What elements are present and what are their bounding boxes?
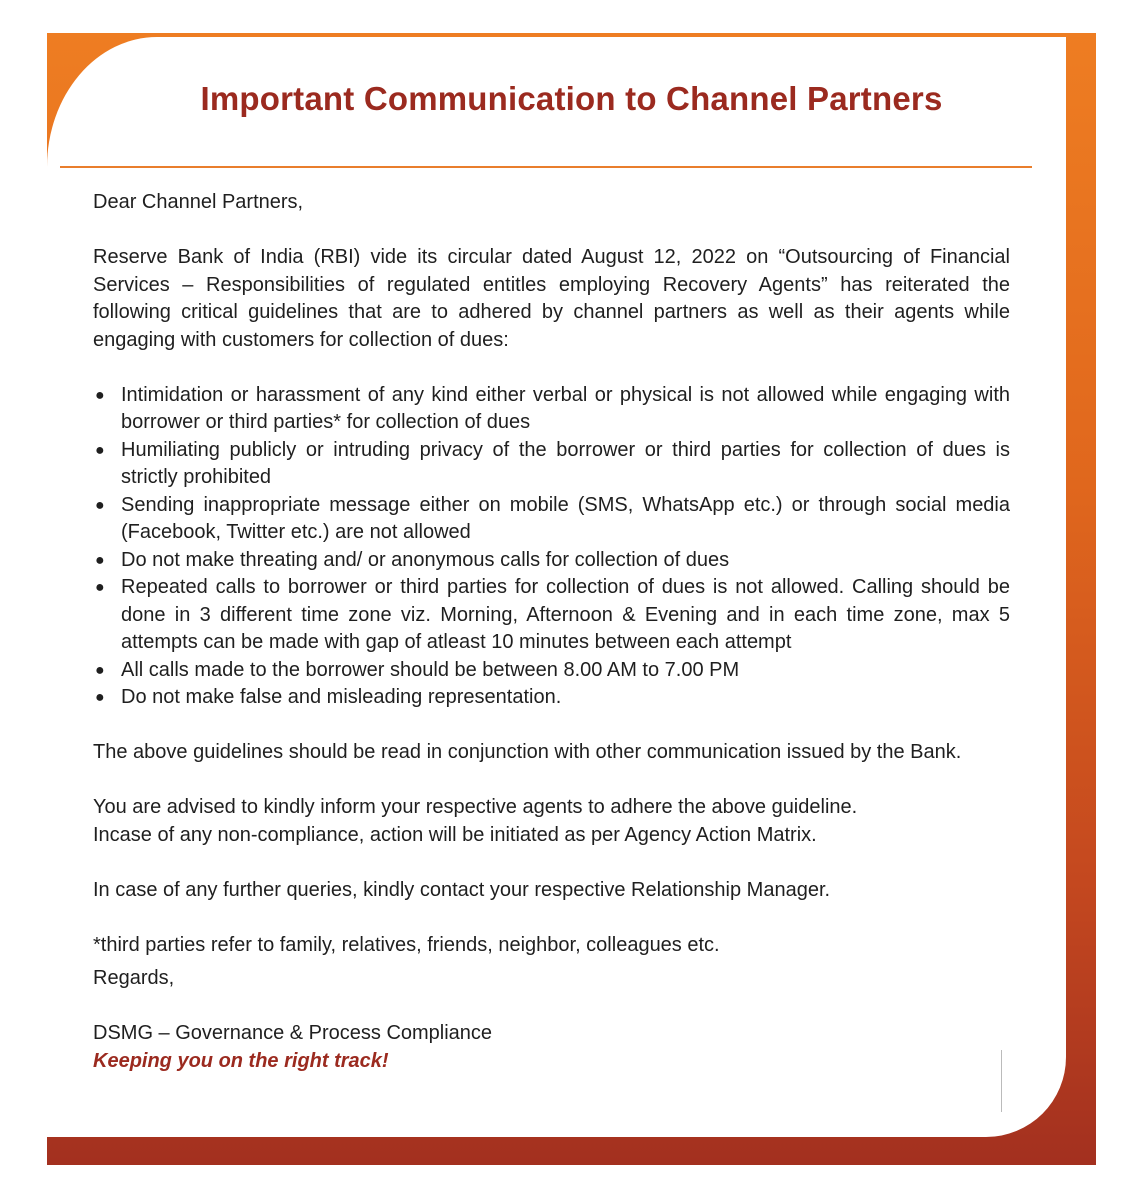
queries-note: In case of any further queries, kindly contact your respective Relationship Manager. [93,878,831,901]
letter-body [93,189,1010,1075]
intro-paragraph: Reserve Bank of India (RBI) vide its circular dated August 12, 2022 on “Outsourcing of Financial Services – Responsibilities of regulated entitles employing Recovery Agents” has reiterated the following critical guidelines that are to adhered by channel partners as well as their agents while engaging with customers for collection of dues: [93,246,1010,351]
advisory-line-2: Incase of any non-compliance, action will be initiated as per Agency Action Matrix. [93,823,817,846]
bullet-icon: ● [95,441,105,459]
header-divider [60,166,1032,168]
bullet-icon: ● [95,551,105,569]
sender-name: DSMG – Governance & Process Compliance [93,1022,493,1044]
greeting: Dear Channel Partners, [93,191,304,213]
list-item [93,574,1010,657]
bullet-icon: ● [95,496,105,514]
list-item-text: Intimidation or harassment of any kind either verbal or physical is not allowed while engaging with borrower or third parties* for collection of dues [121,383,1010,433]
list-item-text: Do not make false and misleading representation. [121,686,562,708]
bullet-icon: ● [95,661,105,679]
list-item-text: Repeated calls to borrower or third parties for collection of dues is not allowed. Calling should be done in 3 different time zone viz. Morning, Afternoon & Evening and in each time zone, max 5 attempts can be made with gap of atleast 10 minutes between each attempt [121,576,1010,653]
bullet-icon: ● [95,689,105,706]
guidelines-list [93,382,1010,712]
list-item [93,684,1010,712]
advisory-line-1: You are advised to kindly inform your respective agents to adhere the above guideline. [93,796,858,818]
footnote: *third parties refer to family, relatives, friends, neighbor, colleagues etc. [93,933,720,956]
list-item [93,657,1010,685]
list-item-text: Humiliating publicly or intruding privacy of the borrower or third parties for collection of dues is strictly prohibited [121,438,1010,488]
bullet-icon: ● [95,386,105,404]
signoff: Regards, [93,967,175,989]
tagline: Keeping you on the right track! [93,1049,389,1072]
list-item-text: Sending inappropriate message either on mobile (SMS, WhatsApp etc.) or through social media (Facebook, Twitter etc.) are not allowed [121,493,1010,543]
list-item [93,492,1010,547]
list-item [93,382,1010,437]
list-item [93,547,1010,575]
list-item-text: All calls made to the borrower should be between 8.00 AM to 7.00 PM [121,658,740,681]
list-item [93,437,1010,492]
conjunction-note: The above guidelines should be read in conjunction with other communication issued by the Bank. [93,741,962,763]
list-item-text: Do not make threating and/ or anonymous calls for collection of dues [121,548,730,571]
page-title: Important Communication to Channel Partners [200,80,943,117]
bullet-icon: ● [95,579,105,596]
